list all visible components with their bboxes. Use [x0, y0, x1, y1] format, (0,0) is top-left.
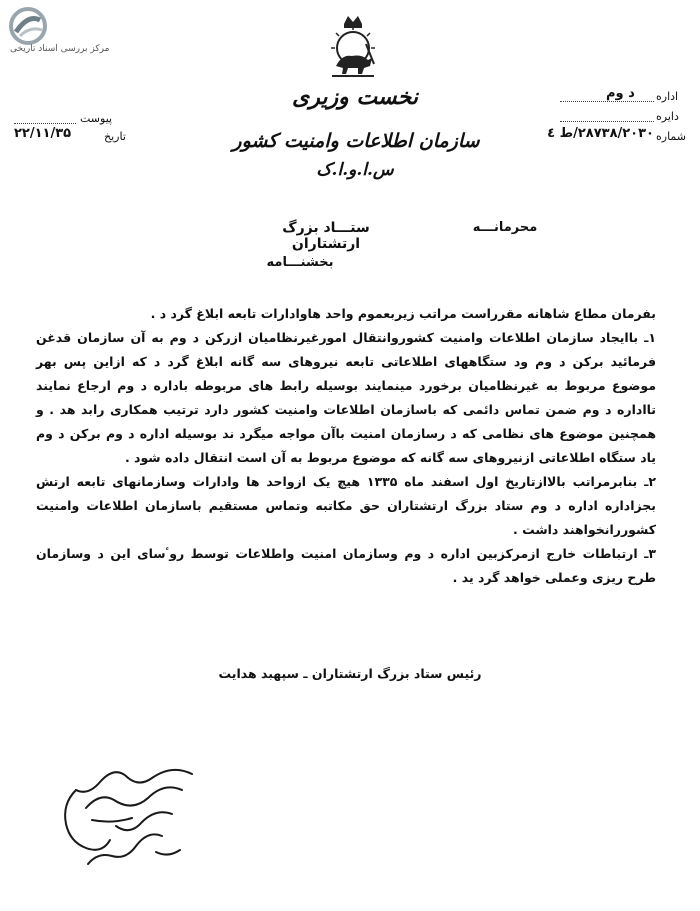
enclosure-label: پیوست — [80, 112, 113, 125]
body-item-2: ۲ـ بنابرمراتب بالاازتاریخ اول اسفند ماه ۱۳۳۵ هیچ یک ازواحد ها وادارات وسازمانهای تابعه ارتش بجزاداره اداره د وم ستاد بزرگ ارتشتاران حق مکاتبه وتماس مستقیم باسازمان اطلاعات وامنیت کشوررانخواهند داشت . — [36, 474, 656, 537]
archive-logo-icon — [8, 6, 48, 48]
handwritten-signature — [52, 760, 202, 880]
document-type: بخشنـــامه — [266, 255, 334, 270]
classification-label: محرمانـــه — [472, 220, 538, 235]
letter-number-value: ۲۸۷۳۸/۲۰۳۰/ط ٤ — [547, 126, 654, 141]
body-item-1: ۱ـ باایجاد سازمان اطلاعات وامنیت کشوروانتقال امورغیرنظامیان ازرکن د وم به آن سازمان قدغن فرمائید برکن د وم ود ستگاههای اطلاعاتی تابعه نیروهای سه گانه ابلاغ گرد د که ازاین پس بهر موضوع مربوط به غیرنظامیان برخورد مینمایند بوسیله رابط های مربوطه باداره د وم ارجاع نمایند تااداره د وم ضمن تماس دائمی که باسازمان اطلاعات وامنیت کشور دارد ترتیب همکاری رابد هد . و همچنین موضوع های نظامی که د رسازمان امنیت باآن مواجه میگرد ند بوسیله اداره د وم برکن د وم یاد ستگاه اطلاعاتی ازنیروهای سه گانه که موضوع مربوط به آن است انتقال داده شود . — [36, 330, 656, 465]
number-label: شماره — [656, 130, 687, 143]
lion-and-sun-emblem-icon — [322, 14, 384, 84]
organization-code: س.ا.و.ا.ک — [316, 160, 394, 180]
body-intro: بفرمان مطاع شاهانه مقرراست مراتب زیربعموم واحد هاوادارات تابعه ابلاغ گرد د . — [150, 306, 656, 321]
office-field-line — [560, 121, 654, 122]
department-value: د وم — [606, 86, 635, 101]
date-value: ۲۲/۱۱/۳۵ — [14, 126, 72, 141]
ministry-name: نخست وزیری — [292, 84, 418, 110]
archive-watermark-text: مرکز بررسی اسناد تاریخی — [10, 44, 110, 54]
letter-body — [36, 302, 656, 590]
date-label: تاریخ — [104, 130, 126, 143]
department-field-line — [560, 101, 654, 102]
body-item-3: ۳ـ ارتباطات خارج ازمرکزبین اداره د وم وسازمان امنیت واطلاعات توسط روٴسای این د وسازمان طرح ریزی وعملی خواهد گرد ید . — [36, 546, 656, 585]
addressee: ستـــاد بزرگ ارتشتاران — [282, 220, 370, 252]
department-label: اداره — [656, 90, 679, 103]
office-label: دایره — [656, 110, 679, 123]
signatory-line: رئیس ستاد بزرگ ارتشتاران ـ سپهبد هدایت — [218, 666, 482, 681]
organization-name: سازمان اطلاعات وامنیت کشور — [232, 130, 480, 152]
enclosure-field-line — [14, 123, 76, 124]
